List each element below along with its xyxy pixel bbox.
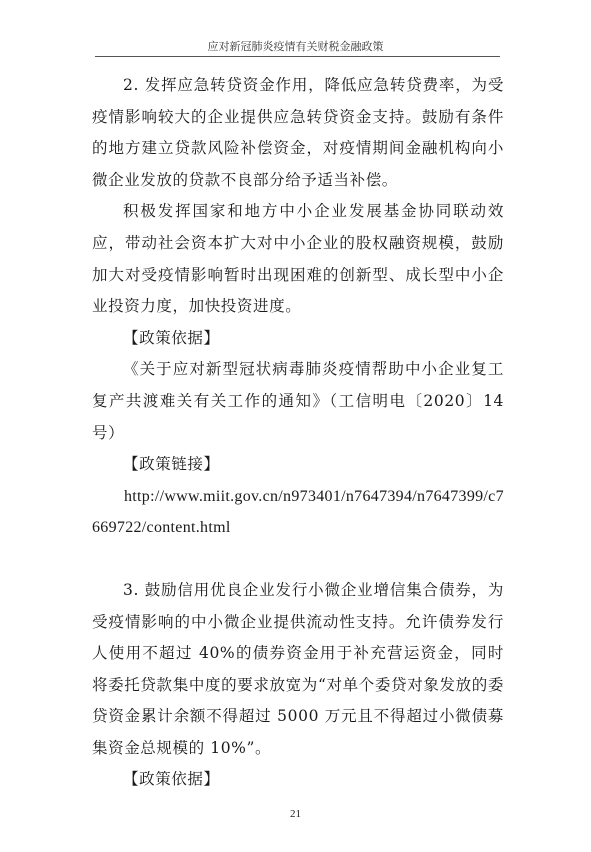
policy-link-url[interactable]: http://www.miit.gov.cn/n973401/n7647394/n7647399/c7669722/content.html	[92, 487, 504, 537]
policy-basis-text: 《关于应对新型冠状病毒肺炎疫情帮助中小企业复工复产共渡难关有关工作的通知》（工信明电〔2020〕14 号）	[92, 360, 504, 442]
document-body	[92, 70, 504, 796]
running-header: 应对新冠肺炎疫情有关财税金融政策	[207, 40, 384, 53]
header-rule	[95, 56, 500, 57]
policy-basis-label-2: 【政策依据】	[123, 770, 220, 789]
paragraph-fund-synergy: 积极发挥国家和地方中小企业发展基金协同联动效应，带动社会资本扩大对中小企业的股权融资规模，鼓励加大对受疫情影响暂时出现困难的创新型、成长型中小企业投资力度，加快投资进度。	[92, 202, 504, 316]
paragraph-item-3: 3. 鼓励信用优良企业发行小微企业增信集合债券，为受疫情影响的中小微企业提供流动性支持。允许债券发行人使用不超过 40%的债券资金用于补充营运资金，同时将委托贷款集中度的要求放宽为“对单个委贷对象发放的委贷资金累计余额不得超过 5000 万元且不得超过小微债募集资金总规模的 10%”。	[92, 580, 504, 757]
policy-link-label: 【政策链接】	[123, 455, 220, 474]
paragraph-gap	[92, 544, 504, 575]
policy-basis-label: 【政策依据】	[123, 328, 220, 347]
page-number: 21	[290, 808, 301, 820]
paragraph-item-2: 2. 发挥应急转贷资金作用，降低应急转贷费率，为受疫情影响较大的企业提供应急转贷资金支持。鼓励有条件的地方建立贷款风险补偿资金，对疫情期间金融机构向小微企业发放的贷款不良部分给予适当补偿。	[92, 76, 504, 189]
